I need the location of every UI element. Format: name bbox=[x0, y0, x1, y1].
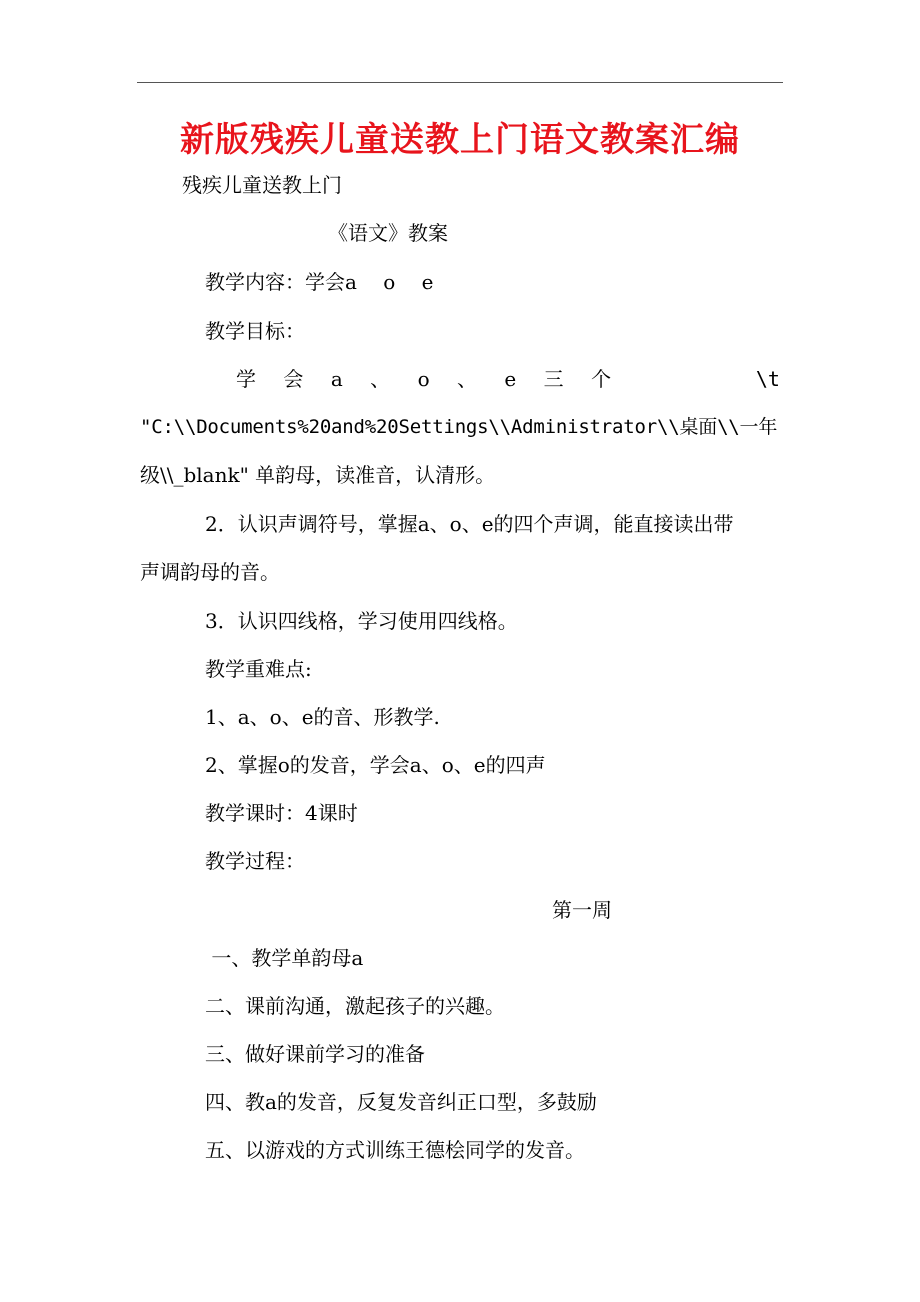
goal1-token: e bbox=[504, 367, 517, 391]
goal1-token: o bbox=[417, 367, 430, 391]
step-5: 五、以游戏的方式训练王德桧同学的发音。 bbox=[205, 1138, 585, 1162]
week-label: 第一周 bbox=[552, 898, 612, 922]
goal1-token: 、 bbox=[370, 367, 391, 391]
goal1-tail: \t bbox=[755, 367, 780, 391]
subtitle: 残疾儿童送教上门 bbox=[182, 173, 342, 197]
teaching-content: 教学内容：学会a o e bbox=[205, 270, 434, 294]
goal1-token: 、 bbox=[457, 367, 478, 391]
goal1-token: a bbox=[330, 367, 343, 391]
goal1-line2: "C:\\Documents%20and%20Settings\\Administrator\\桌面\\一年 bbox=[140, 416, 778, 438]
goal1-line1 bbox=[236, 366, 780, 392]
goal1-token: 三 bbox=[543, 367, 564, 391]
step-2: 二、课前沟通，激起孩子的兴趣。 bbox=[205, 994, 505, 1018]
goal1-token: 会 bbox=[283, 367, 304, 391]
key-point-1: 1、a、o、e的音、形教学. bbox=[205, 705, 440, 729]
teaching-hours: 教学课时：4课时 bbox=[205, 801, 358, 825]
key-point-2: 2、掌握o的发音，学会a、o、e的四声 bbox=[205, 753, 546, 777]
goal1-gap bbox=[638, 366, 728, 392]
process-heading: 教学过程： bbox=[205, 849, 305, 873]
goal3: 3．认识四线格，学习使用四线格。 bbox=[205, 609, 518, 633]
goal1-line3: 级\\_blank" 单韵母，读准音，认清形。 bbox=[140, 463, 496, 487]
lesson-name: 《语文》教案 bbox=[328, 221, 448, 245]
goal-heading: 教学目标： bbox=[205, 319, 305, 343]
goal2-line2: 声调韵母的音。 bbox=[140, 560, 280, 584]
step-3: 三、做好课前学习的准备 bbox=[205, 1042, 425, 1066]
key-heading: 教学重难点: bbox=[205, 657, 312, 681]
goal1-token: 学 bbox=[236, 367, 256, 391]
goal1-token: 个 bbox=[591, 367, 612, 391]
goal2-line1: 2．认识声调符号，掌握a、o、e的四个声调，能直接读出带 bbox=[205, 512, 734, 536]
document-title: 新版残疾儿童送教上门语文教案汇编 bbox=[180, 120, 740, 160]
step-4: 四、教a的发音，反复发音纠正口型，多鼓励 bbox=[205, 1090, 597, 1114]
header-rule bbox=[137, 82, 783, 83]
step-1: 一、教学单韵母a bbox=[205, 946, 364, 970]
